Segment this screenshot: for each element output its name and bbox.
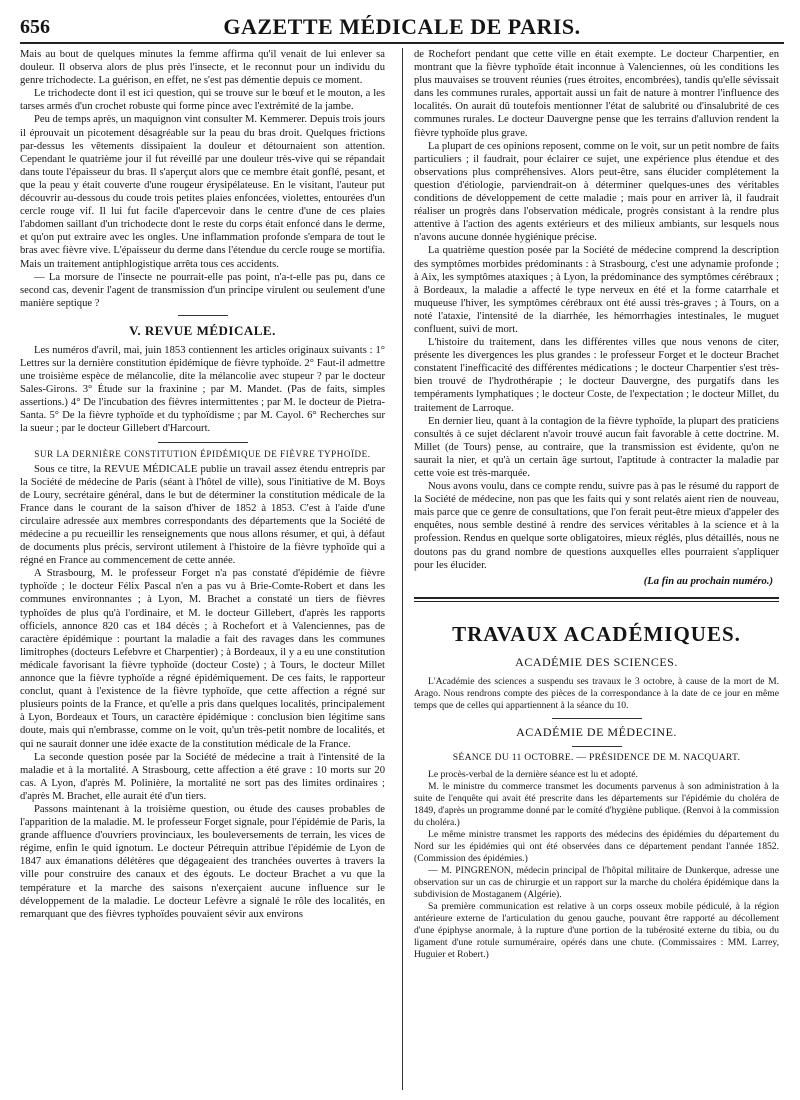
double-rule-bottom <box>414 601 779 602</box>
paragraph: Mais au bout de quelques minutes la femme affirma qu'il venait de lui enlever sa douleur. Il observa alors de plus près l'insecte, et le reconnut pour un individu du genre trichodecte. La guérison, en effet, ne s'est pas démentie depuis ce moment. <box>20 49 385 87</box>
paragraph: En dernier lieu, quant à la contagion de la fièvre typhoïde, la plupart des praticiens consultés à ce sujet déclarent n'avoir trouvé aucun fait favorable à cette doctrine. M. Millet (de Tours) pense, au contraire, que la transmission est évidente, qu'on ne saurait la nier, et qu'à un certain âge surtout, l'aptitude à contracter la maladie par cette voie est très-marquée. <box>414 415 779 479</box>
page-header <box>20 10 784 44</box>
academie-medecine-heading: ACADÉMIE DE MÉDECINE. <box>516 724 677 739</box>
paragraph: de Rochefort pendant que cette ville en était exempte. Le docteur Charpentier, en montrant que la fièvre typhoïde était inconnue à Valenciennes, où les conditions les plus mauvaises se trouvent réunies (rues étroites, encombrées), tandis qu'elle sévissait dans les communes rurales, apportait aussi un fait de nature à montrer l'influence des localités. On aurait dû toutefois mentionner l'état de salubrité ou d'insalubrité de ces communes rurales. Le docteur Dauvergne pense que les terrains d'alluvion rendent la fièvre typhoïde plus grave. <box>414 49 779 139</box>
paragraph: L'histoire du traitement, dans les différentes villes que nous venons de citer, présente les divergences les plus grandes : le professeur Forget et le docteur Brachet constatent l'inefficacité des différentes médications ; le docteur Charpentier s'est très-bien trouvé de l'hydrothérapie ; le docteur Dauvergne, des purgatifs dans les tempéraments lymphatiques ; le docteur Coste, de l'expectation ; le docteur Millet, du traitement de Larroque. <box>414 337 779 414</box>
paragraph: Le même ministre transmet les rapports des médecins des épidémies du département du Nord sur les épidémies qui ont été observées dans ce département pendant l'année 1852. (Commission des épidémies.) <box>414 828 779 864</box>
paragraph: — La morsure de l'insecte ne pourrait-elle pas point, n'a-t-elle pas pu, dans ce second cas, devenir l'agent de transmission d'un principe virulent ou seulement d'une manière septique ? <box>20 271 385 309</box>
paragraph: L'Académie des sciences a suspendu ses travaux le 3 octobre, à cause de la mort de M. Arago. Nous rendrons compte des pièces de la correspondance à la date de ce jour en même temps que de celles qui appartiennent à la séance du 10. <box>414 675 779 711</box>
paragraph: Les numéros d'avril, mai, juin 1853 contiennent les articles originaux suivants : 1° Lettres sur la dernière constitution épidémique de fièvre typhoïde. 2° Faut-il admettre une troisième espèce de mélancolie, dite la mélancolie avec stupeur ? par le docteur Sales-Girons. 3° Étude sur la fraxinine ; par M. Mandet. (Pas de faits, simples assertions.) 4° De l'incubation des fièvres intermittentes ; par M. le docteur de Pietra-Santa. 5° De la fièvre typhoïde et du typhoïdisme ; par M. Cayol. 6° Recherches sur la sueur ; par le docteur Gillebert d'Harcourt. <box>20 344 385 435</box>
double-rule-top <box>414 597 779 599</box>
paragraph: A Strasbourg, M. le professeur Forget n'a pas constaté d'épidémie de fièvre typhoïde ; le docteur Félix Pascal n'en a pas vu à Brie-Comte-Robert et dans les communes environnantes ; à Lyon, M. Brachet a constaté un tiers de fièvres typhoïdes de plus qu'à l'ordinaire, et M. le docteur Gillebert, d'après les rapports officiels, annonce 820 cas et 184 décès ; à Rochefort et à Valenciennes, pas de caractère épidémique : pourtant la maladie a fait des ravages dans les communes limitrophes (docteurs Lefebvre et Charpentier) ; à Bordeaux, il y a eu une constitution médicale favorisant la fièvre typhoïde (docteur Coste) ; à Tours, le docteur Millet annonce que la fièvre typhoïde a régné épidémiquement. De ces faits, le rapporteur conclut, quant à l'existence de la fièvre typhoïde, que cette affection a régné sur plusieurs points de la France, et qu'elle a pris dans quelques localités, principalement à Lyon, Bordeaux et Tours, un caractère épidémique : conclusion bien légitime sans doute, mais qui n'embrasse, comme on le voit, qu'un très-petit nombre de localités, et qui ne saurait donner une idée exacte de la constitution médicale de la France. <box>20 568 385 750</box>
column-divider <box>402 48 403 1090</box>
paragraph: Sous ce titre, la REVUE MÉDICALE publie un travail assez étendu entrepris par la Société de médecine de Paris (séant à l'hôtel de ville), sous l'initiative de M. Boys de Loury, secrétaire général, dans le but de déterminer la constitution médicale de la France dans le courant de la saison d'hiver de 1852 à 1853. C'est à l'aide d'une circulaire adressée aux membres correspondants des départements que la Société de médecine a pu recueillir les renseignements que nous allons résumer, et qui, à défaut de documents plus précis, serviront utilement à l'histoire de la fièvre typhoïde qui a régné en France au commencement de cette année. <box>20 463 385 567</box>
paragraph: Peu de temps après, un maquignon vint consulter M. Kemmerer. Depuis trois jours il éprouvait un picotement désagréable sur la peau du bras droit. Quelques frictions par-dessus les vêtements dissipaient la douleur et détournaient son attention. Cependant le quatrième jour il fut réveillé par une douleur très-vive qui se répandait dans toute l'épaisseur du bras. Il s'aperçut alors que ce membre était gonflé, pesant, et que la peau y était couverte d'une rougeur érysipélateuse. En le visitant, l'auteur put découvrir au-dessous du coude trois petites plaies enfoncées, violettes, entourées d'un cercle rouge vif. Il lui fut facile d'apercevoir dans le centre d'une de ces plaies l'abdomen saillant d'un trichodecte dont le reste du corps était enfoncé dans le derme, et qu'on put extraire avec les ongles. Une inflammation profonde s'empara de tout le bras avec fièvre vive. L'épaisseur du derme dans l'étendue du cercle rouge se mortifia. Mais un traitement antiphlogistique arrêta tous ces accidents. <box>20 114 385 270</box>
right-column <box>414 48 779 1090</box>
section-divider <box>178 315 228 316</box>
continued-note: (La fin au prochain numéro.) <box>643 575 773 587</box>
paragraph: La quatrième question posée par la Société de médecine comprend la description des symptômes morbides prédominants : à Strasbourg, c'est une adynamie profonde ; à Aix, les symptômes ataxiques ; à Lyon, la prédominance des symptômes cérébraux ; à Bordeaux, la maladie a affecté le type nerveux en été et la forme catarrhale et muqueuse l'hiver, les symptômes cérébraux ont été aussi très-graves ; à Tours, on a noté l'ataxie, l'intensité de la diarrhée, les hémorrhagies intestinales, le muguet confluent, suivi de mort. <box>414 245 779 335</box>
revue-medicale-heading: V. REVUE MÉDICALE. <box>129 322 276 338</box>
session-heading: SÉANCE DU 11 OCTOBRE. — PRÉSIDENCE DE M. NACQUART. <box>452 751 741 763</box>
academie-sciences-heading: ACADÉMIE DES SCIENCES. <box>515 654 678 669</box>
left-column <box>20 48 385 1090</box>
section-divider <box>552 718 642 719</box>
paragraph: Le trichodecte dont il est ici question, qui se trouve sur le bœuf et le mouton, a les tarses armés d'un crochet robuste qui forme pince avec l'extrémité de la jambe. <box>20 88 385 113</box>
journal-title: GAZETTE MÉDICALE DE PARIS. <box>223 14 581 39</box>
paragraph: Passons maintenant à la troisième question, ou étude des causes probables de l'apparition de la maladie. M. le professeur Forget signale, pour l'épidémie de Paris, la grande affluence d'ouvriers provinciaux, les bouleversements de terrain, les vices de régime, enfin le quid ignotum. Le docteur Pétrequin attribue l'épidémie de Lyon de 1847 aux émanations délétères que dégageaient des tranchées ouvertes à travers la ville pour construire des canaux et des égouts. Le docteur Brachet a vu que la température et la marche des saisons n'exerçaient aucune influence sur le développement de la maladie. Le docteur Lefèvre a signalé le rôle des localités, en remarquant que des fièvres typhoïdes pouvaient sévir aux environs <box>20 803 385 920</box>
paragraph: M. le ministre du commerce transmet les documents parvenus à son administration à la suite de l'enquête qui avait été prescrite dans les départements sur l'épidémie du choléra de 1849, d'après un programme donné par le comité d'hygiène publique. (Renvoi à la commission du choléra.) <box>414 780 779 828</box>
paragraph: — M. PINGRENON, médecin principal de l'hôpital militaire de Dunkerque, adresse une observation sur un cas de chirurgie et un rapport sur la marche du choléra épidémique dans la subdivision de Mostaganem (Algérie). <box>414 864 779 900</box>
page-number: 656 <box>20 16 50 38</box>
constitution-heading: SUR LA DERNIÈRE CONSTITUTION ÉPIDÉMIQUE DE FIÈVRE TYPHOÏDE. <box>34 448 371 459</box>
paragraph: La seconde question posée par la Société de médecine a trait à l'intensité de la maladie et à la mortalité. A Strasbourg, cette affection a été grave : 10 morts sur 20 cas. A Lyon, d'après M. Polinière, la mortalité ne sort pas des limites ordinaires ; d'après M. Brachet, elle aurait été d'un tiers. <box>20 751 385 802</box>
section-divider <box>158 442 248 443</box>
travaux-academiques-heading: TRAVAUX ACADÉMIQUES. <box>452 621 741 646</box>
section-divider <box>572 746 622 747</box>
paragraph: Nous avons voulu, dans ce compte rendu, suivre pas à pas le résumé du rapport de la Société de médecine, non pas que les faits qui y sont relatés aient rien de nouveau, mais parce que ce genre de consultations, que l'on ferait peut-être mieux d'appeler des enquêtes, nous semble destiné à rendre des services véritables à la science et à la profession. Rendus en quelque sorte obligatoires, mieux réglés, plus détaillés, nous ne doutons pas du grand nombre de questions auxquelles elles pourraient s'appliquer pour les élucider. <box>414 481 779 571</box>
paragraph: Le procès-verbal de la dernière séance est lu et adopté. <box>428 768 638 780</box>
paragraph: La plupart de ces opinions reposent, comme on le voit, sur un petit nombre de faits particuliers ; il faudrait, pour éclairer ce sujet, une expérience plus étendue et des observations plus compréhensives. Alors peut-être, sans élucider complétement la question d'étiologie, parviendrait-on à déterminer quelques-unes des véritables conditions de développement de cette maladie ; mais pour en arriver là, il faudrait réaliser un progrès dans l'observation médicale, progrès consistant à la rendre plus attentive à l'action des agents extérieurs et des milieux ambiants, sur lesquels nous n'avons aucune donnée hygiénique précise. <box>414 140 779 244</box>
paragraph: Sa première communication est relative à un corps osseux mobile pédiculé, à la région antérieure externe de l'articulation du genou gauche, pouvant être rapporté au décollement d'une épiphyse anormale, à la rupture d'une portion de la tubérosité externe du tibia, ou du ligament d'une rotule surnuméraire, opérés dans une chute. (Commissaires : MM. Larrey, Huguier et Robert.) <box>414 900 779 960</box>
